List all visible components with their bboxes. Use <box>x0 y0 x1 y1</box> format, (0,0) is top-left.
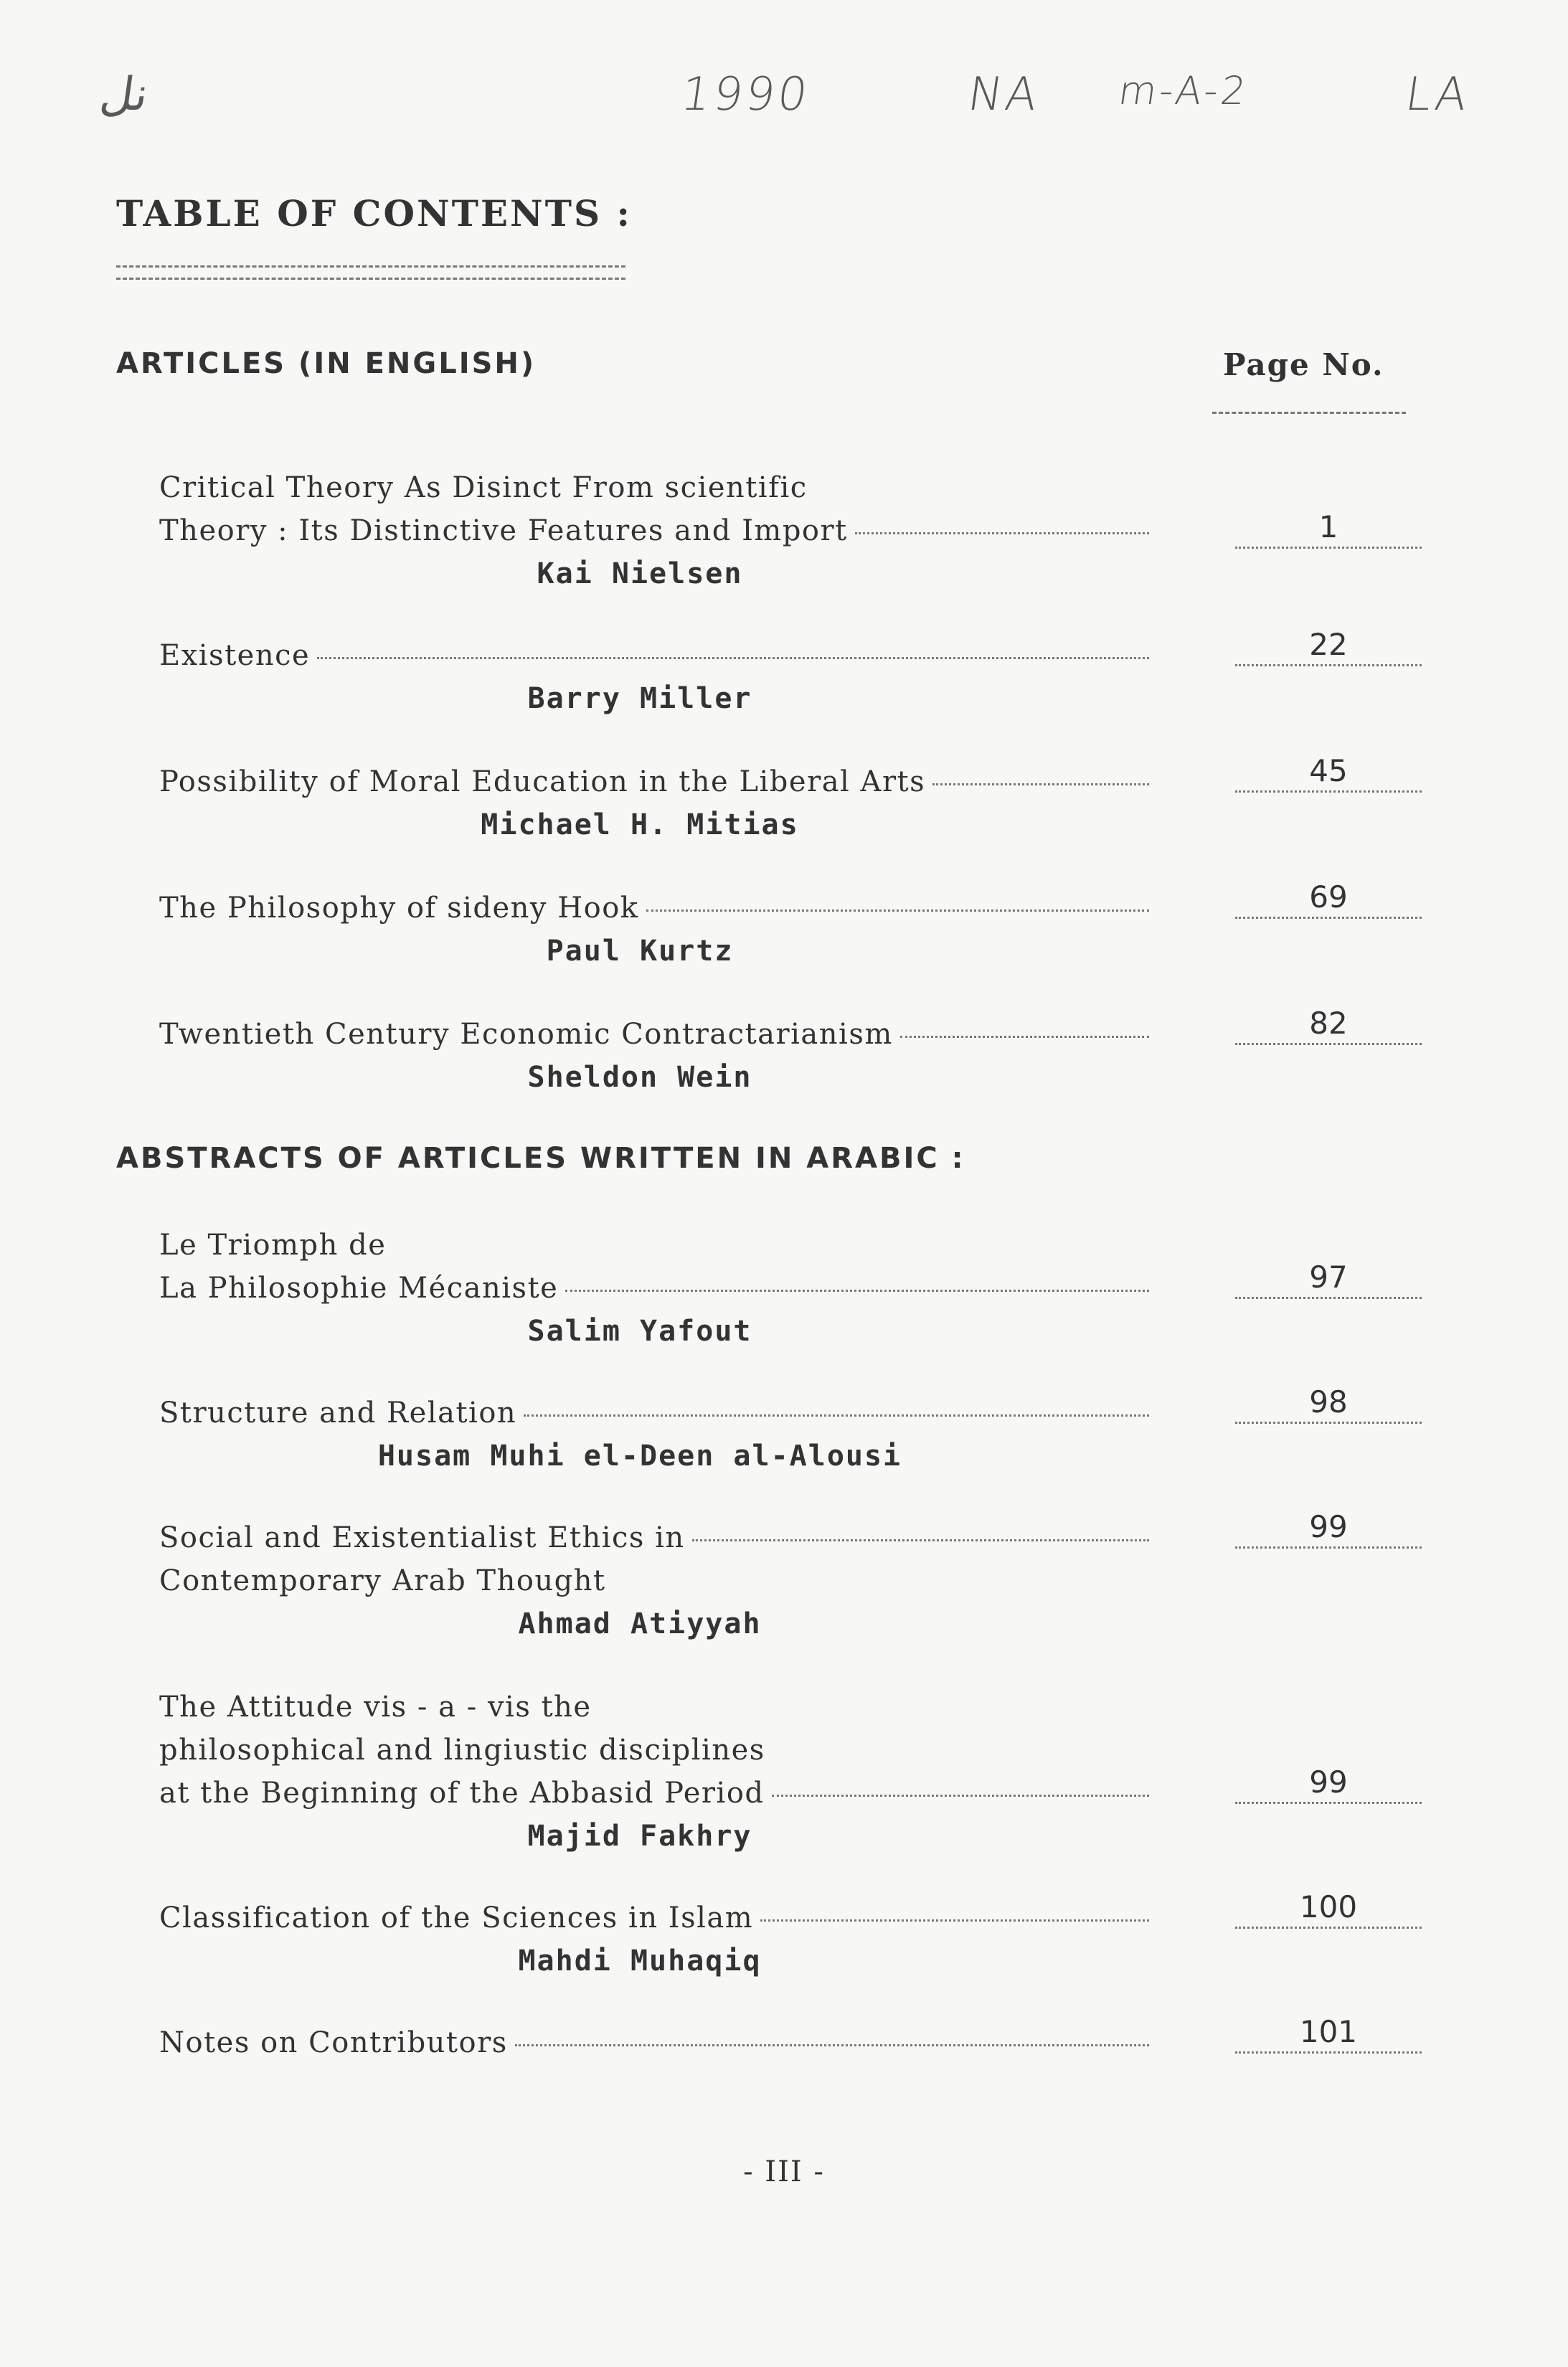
title-underline <box>116 265 625 280</box>
entry-title-text: Structure and Relation <box>159 1397 517 1430</box>
entry-title-line <box>159 760 1149 803</box>
entry-title-text: The Philosophy of sideny Hook <box>159 892 639 925</box>
toc-entry <box>159 1006 1422 1099</box>
entry-title-line <box>159 1896 1149 1940</box>
entry-author: Husam Muhi el-Deen al-Alousi <box>377 1440 902 1473</box>
entry-page-number: 1 <box>1235 509 1422 549</box>
section-heading-english: ARTICLES (IN ENGLISH) <box>116 347 537 380</box>
toc-entry <box>159 1509 1422 1645</box>
entry-title-text: Theory : Its Distinctive Features and Import <box>159 514 848 547</box>
dot-leader <box>772 1795 1149 1797</box>
entry-page-number: 45 <box>1235 753 1422 793</box>
dot-leader <box>565 1290 1149 1292</box>
handwritten-note-5: LA <box>1402 68 1474 121</box>
dot-leader <box>317 657 1149 659</box>
entry-title-line <box>159 1772 1149 1815</box>
handwritten-note-year: 1990 <box>677 68 814 121</box>
dot-leader <box>900 1036 1149 1038</box>
entry-title-line: The Attitude vis - a - vis the <box>159 1691 592 1724</box>
entry-page-number: 98 <box>1235 1384 1422 1424</box>
entry-title-line <box>159 1013 1149 1056</box>
toc-entry <box>159 1384 1422 1478</box>
toc-entry <box>159 1889 1422 1983</box>
entry-page-number: 22 <box>1235 627 1422 666</box>
toc-entry <box>159 879 1422 973</box>
entry-title-line: philosophical and lingiustic disciplines <box>159 1734 765 1767</box>
entry-title-line <box>159 509 1149 552</box>
page-folio: - III - <box>743 2155 825 2188</box>
entry-page-number: 69 <box>1235 879 1422 919</box>
entry-title-line <box>159 1392 1149 1435</box>
entry-title-line <box>159 1516 1149 1559</box>
dot-leader <box>515 2044 1149 2046</box>
entry-title-line: Critical Theory As Disinct From scientific <box>159 471 808 504</box>
entry-page-number: 101 <box>1235 2014 1422 2054</box>
page-title: TABLE OF CONTENTS : <box>116 192 632 235</box>
entry-page-number: 97 <box>1235 1260 1422 1299</box>
entry-page-number: 99 <box>1235 1764 1422 1804</box>
entry-author: Mahdi Muhaqiq <box>518 1945 762 1978</box>
toc-entry <box>159 466 1422 595</box>
toc-entry <box>159 1224 1422 1353</box>
entry-author: Paul Kurtz <box>546 935 734 968</box>
dot-leader <box>855 532 1149 534</box>
dot-leader <box>646 910 1149 912</box>
entry-title-line <box>159 2021 1149 2064</box>
entry-title-text: Existence <box>159 639 311 672</box>
section-heading-arabic: ABSTRACTS OF ARTICLES WRITTEN IN ARABIC : <box>116 1142 965 1175</box>
entry-author: Kai Nielsen <box>537 557 743 590</box>
handwritten-note-3: NA <box>964 68 1044 121</box>
entry-page-number: 100 <box>1235 1889 1422 1929</box>
handwritten-note-1: ‫نل‬ <box>96 68 152 121</box>
entry-author: Ahmad Atiyyah <box>518 1607 762 1640</box>
dot-leader <box>760 1919 1149 1922</box>
handwritten-note-4: m-A-2 <box>1115 68 1252 113</box>
dot-leader <box>932 783 1149 785</box>
entry-page-number: 82 <box>1235 1006 1422 1045</box>
entry-title-text: Classification of the Sciences in Islam <box>159 1901 754 1934</box>
entry-author: Barry Miller <box>527 682 752 715</box>
entry-title-line <box>159 1267 1149 1310</box>
entry-title-line: Le Triomph de <box>159 1229 387 1262</box>
page-number-heading: Page No. <box>1223 347 1384 382</box>
entry-title-text: Social and Existentialist Ethics in <box>159 1521 685 1554</box>
entry-title-text: La Philosophie Mécaniste <box>159 1272 559 1305</box>
toc-entry <box>159 627 1422 720</box>
entry-page-number: 99 <box>1235 1509 1422 1549</box>
entry-title-text: Twentieth Century Economic Contractarianism <box>159 1018 893 1051</box>
entry-author: Majid Fakhry <box>527 1820 752 1853</box>
entry-author: Michael H. Mitias <box>481 808 799 841</box>
dot-leader <box>692 1539 1149 1541</box>
dot-leader <box>524 1414 1149 1417</box>
entry-author: Salim Yafout <box>527 1315 752 1348</box>
entry-title-text: Possibility of Moral Education in the Liberal Arts <box>159 765 926 798</box>
entry-title-text: at the Beginning of the Abbasid Period <box>159 1777 765 1810</box>
entry-title-line <box>159 634 1149 677</box>
entry-author: Sheldon Wein <box>527 1061 752 1094</box>
toc-entry <box>159 1686 1422 1858</box>
page-number-underline <box>1212 412 1406 414</box>
entry-title-line: Contemporary Arab Thought <box>159 1564 606 1597</box>
entry-title-text: Notes on Contributors <box>159 2026 508 2059</box>
toc-entry <box>159 753 1422 846</box>
toc-entry <box>159 2014 1422 2064</box>
entry-title-line <box>159 887 1149 930</box>
